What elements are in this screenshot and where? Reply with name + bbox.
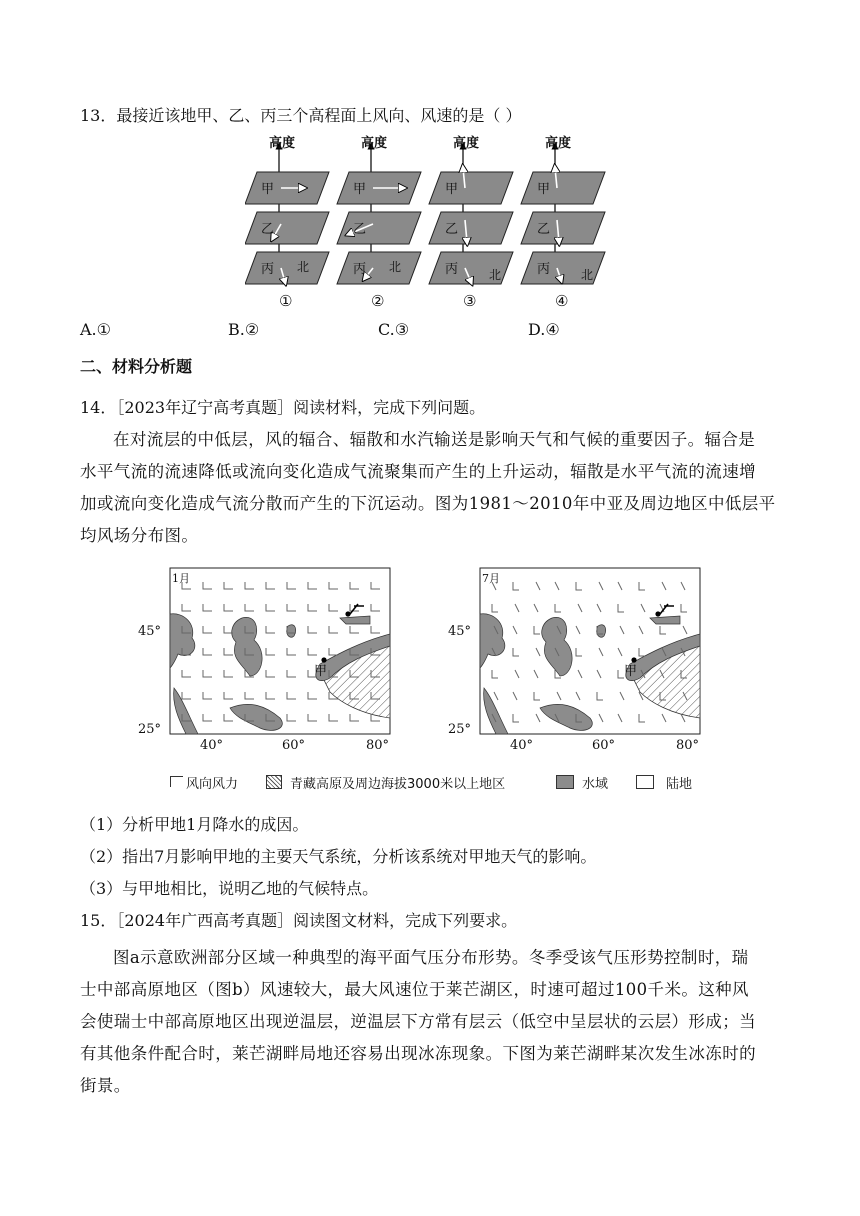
q15-header: 15．［2024年广西高考真题］阅读图文材料，完成下列要求。 (80, 911, 518, 930)
map-place-jia-label-1: 甲 (314, 664, 328, 679)
layer-label-甲: 甲 (353, 182, 367, 197)
lat-label-25: 25° (448, 722, 472, 737)
legend-water-label: 水域 (582, 777, 609, 792)
layer-label-乙: 乙 (261, 222, 275, 237)
lon-label-60°: 60° (282, 738, 306, 753)
north-label: 北 (389, 260, 402, 274)
wind-barb-icon (170, 776, 183, 787)
land-swatch-icon (636, 775, 654, 789)
north-label: 北 (489, 268, 502, 282)
lon-label-40°: 40° (510, 738, 534, 753)
panel-4 (521, 146, 605, 284)
layer-label-甲: 甲 (537, 182, 551, 197)
height-axis-label: 高度 (269, 136, 296, 151)
layer-label-丙: 丙 (261, 262, 275, 277)
layer-label-乙: 乙 (353, 222, 367, 237)
layer-plane (521, 172, 605, 204)
q15-para-line-3: 会使瑞士中部高原地区出现逆温层，逆温层下方常有层云（低空中呈层状的云层）形成；当 (80, 1012, 756, 1031)
q14-para-line-4: 均风场分布图。 (80, 526, 199, 545)
aral-sea-region (597, 625, 606, 638)
panel-1 (245, 146, 329, 284)
height-axis-label: 高度 (361, 136, 388, 151)
layer-plane (245, 212, 329, 244)
q13-wind-layers-figure (245, 138, 615, 310)
panel-number-1: ① (279, 292, 293, 310)
q14-paragraph (80, 424, 790, 552)
height-axis-label: 高度 (453, 136, 480, 151)
layer-label-乙: 乙 (537, 222, 551, 237)
wind-field-maps (130, 562, 740, 762)
lon-label-40°: 40° (200, 738, 224, 753)
panel-number-4: ④ (555, 292, 569, 310)
layer-plane (429, 172, 513, 204)
q15-paragraph (80, 942, 790, 1102)
option-b[interactable]: B.② (228, 320, 260, 339)
north-label: 北 (581, 268, 594, 282)
legend-plateau-label: 青藏高原及周边海拔3000米以上地区 (290, 777, 506, 792)
legend-wind-label: 风向风力 (186, 777, 239, 792)
q14-sub-1: （1）分析甲地1月降水的成因。 (80, 815, 309, 834)
q13-stem: 13．最接近该地甲、乙、丙三个高程面上风向、风速的是（ ） (80, 106, 522, 125)
lat-label-45: 45° (448, 624, 472, 639)
layer-plane (337, 252, 421, 284)
lon-label-60°: 60° (592, 738, 616, 753)
layer-plane (245, 252, 329, 284)
layer-plane (337, 212, 421, 244)
layer-label-丙: 丙 (353, 262, 367, 277)
legend-land-label: 陆地 (666, 777, 693, 792)
panel-number-2: ② (371, 292, 385, 310)
panel-3 (429, 146, 513, 284)
q14-sub-2: （2）指出7月影响甲地的主要天气系统，分析该系统对甲地天气的影响。 (80, 847, 597, 866)
q14-para-line-3: 加或流向变化造成气流分散而产生的下沉运动。图为1981～2010年中亚及周边地区中低层平 (80, 494, 776, 513)
section-title: 二、材料分析题 (80, 357, 193, 376)
layer-plane (521, 212, 605, 244)
panel-2 (337, 146, 421, 284)
layer-label-甲: 甲 (261, 182, 275, 197)
layer-label-丙: 丙 (537, 262, 551, 277)
lon-label-80°: 80° (676, 738, 700, 753)
q14-para-line-2: 水平气流的流速降低或流向变化造成气流聚集而产生的上升运动，辐散是水平气流的流速增 (80, 462, 756, 481)
lat-label-25: 25° (138, 722, 162, 737)
q14-para-line-1: 在对流层的中低层，风的辐合、辐散和水汽输送是影响天气和气候的重要因子。辐合是 (113, 430, 756, 449)
north-label: 北 (297, 260, 310, 274)
layer-label-乙: 乙 (445, 222, 459, 237)
location-yi-dot (655, 611, 660, 616)
layer-plane (429, 212, 513, 244)
layer-label-丙: 丙 (445, 262, 459, 277)
lon-label-80°: 80° (366, 738, 390, 753)
option-c[interactable]: C.③ (378, 320, 410, 339)
q15-para-line-2: 士中部高原地区（图b）风速较大，最大风速位于莱芒湖区，时速可超过100千米。这种风 (80, 980, 749, 999)
q15-para-line-1: 图a示意欧洲部分区域一种典型的海平面气压分布形势。冬季受该气压形势控制时，瑞 (113, 948, 749, 967)
aral-sea-region (287, 625, 296, 638)
map-legend (170, 773, 730, 793)
water-swatch-icon (556, 775, 574, 789)
map-month-label-1: 1月 (172, 572, 190, 585)
location-yi-dot (345, 611, 350, 616)
option-d[interactable]: D.④ (528, 320, 560, 339)
q14-header: 14．［2023年辽宁高考真题］阅读材料，完成下列问题。 (80, 398, 486, 417)
q14-sub-3: （3）与甲地相比，说明乙地的气候特点。 (80, 879, 379, 898)
map-place-jia-label-2: 甲 (624, 664, 638, 679)
lat-label-45: 45° (138, 624, 162, 639)
layer-label-甲: 甲 (445, 182, 459, 197)
option-a[interactable]: A.① (80, 320, 111, 339)
q15-para-line-4: 有其他条件配合时，莱芒湖畔局地还容易出现冰冻现象。下图为莱芒湖畔某次发生冰冻时的 (80, 1044, 756, 1063)
map-month-label-2: 7月 (482, 572, 500, 585)
plateau-swatch-icon (266, 775, 282, 789)
panel-number-3: ③ (463, 292, 477, 310)
q15-para-line-5: 街景。 (80, 1076, 131, 1095)
height-axis-label: 高度 (545, 136, 572, 151)
